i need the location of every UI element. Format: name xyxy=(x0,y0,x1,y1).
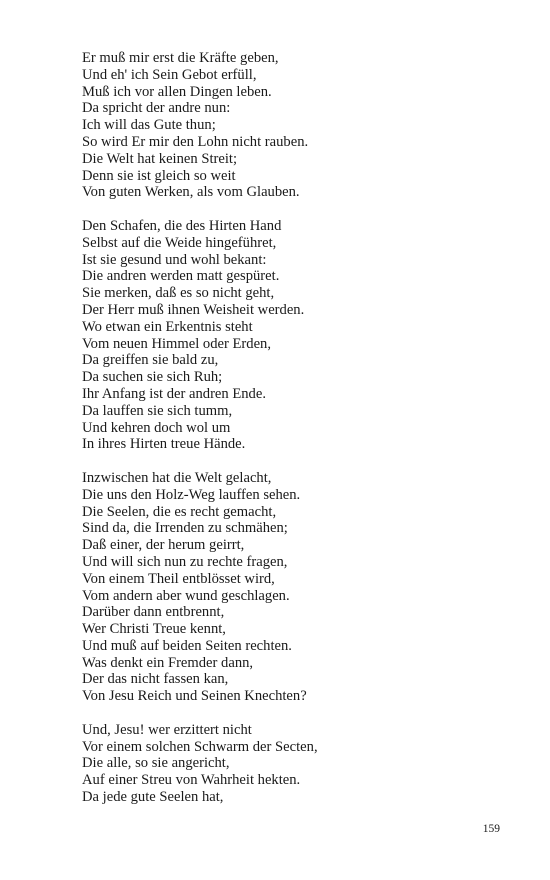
poem-line: Die alle, so sie angericht, xyxy=(82,755,230,772)
stanza-2 xyxy=(82,218,522,453)
poem-line: Der das nicht fassen kan, xyxy=(82,671,229,688)
poem-line: Die andren werden matt gespüret. xyxy=(82,268,280,285)
poem-line: Da spricht der andre nun: xyxy=(82,100,231,117)
poem-line: Wo etwan ein Erkentnis steht xyxy=(82,318,253,335)
poem-line: Und kehren doch wol um xyxy=(82,419,231,436)
poem-line: Von guten Werken, als vom Glauben. xyxy=(82,184,300,201)
stanza-3 xyxy=(82,470,522,705)
poem-line: Von einem Theil entblösset wird, xyxy=(82,570,275,587)
poem-line: Vom andern aber wund geschlagen. xyxy=(82,587,290,604)
poem-line: Die Welt hat keinen Streit; xyxy=(82,150,237,167)
poem-line: Denn sie ist gleich so weit xyxy=(82,167,236,184)
poem-line: Er muß mir erst die Kräfte geben, xyxy=(82,50,279,66)
poem-line: Der Herr muß ihnen Weisheit werden. xyxy=(82,301,305,318)
poem-line: Vor einem solchen Schwarm der Secten, xyxy=(82,738,318,755)
poem-line: Ich will das Gute thun; xyxy=(82,117,216,134)
poem-line: Darüber dann entbrennt, xyxy=(82,604,225,621)
poem-line: Da lauffen sie sich tumm, xyxy=(82,402,233,419)
poem-line: Daß einer, der herum geirrt, xyxy=(82,537,245,554)
stanza-1 xyxy=(82,50,522,201)
poem-line: Was denkt ein Fremder dann, xyxy=(82,654,254,671)
poem-line: Wer Christi Treue kennt, xyxy=(82,621,226,638)
poem-line: Sind da, die Irrenden zu schmähen; xyxy=(82,520,288,537)
poem-line: Inzwischen hat die Welt gelacht, xyxy=(82,469,272,486)
poem-line: So wird Er mir den Lohn nicht rauben. xyxy=(82,133,309,150)
poem-line: Sie merken, daß es so nicht geht, xyxy=(82,285,275,302)
poem-line: Und, Jesu! wer erzittert nicht xyxy=(82,721,252,738)
poem-line: Da jede gute Seelen hat, xyxy=(82,789,224,806)
poem-line: Da suchen sie sich Ruh; xyxy=(82,369,223,386)
poem-line: Und will sich nun zu rechte fragen, xyxy=(82,553,288,570)
poem-line: Die uns den Holz-Weg lauffen sehen. xyxy=(82,486,301,503)
poem-line: Vom neuen Himmel oder Erden, xyxy=(82,335,271,352)
poem-line: Auf einer Streu von Wahrheit hekten. xyxy=(82,772,301,789)
page-number: 159 xyxy=(482,823,500,835)
poem-line: Die Seelen, die es recht gemacht, xyxy=(82,503,277,520)
poem-line: Selbst auf die Weide hingeführet, xyxy=(82,234,277,251)
poem-line: Ihr Anfang ist der andren Ende. xyxy=(82,385,266,402)
poem-line: In ihres Hirten treue Hände. xyxy=(82,436,246,453)
poem-body xyxy=(82,50,522,823)
poem-line: Und eh' ich Sein Gebot erfüll, xyxy=(82,66,257,83)
poem-line: Da greiffen sie bald zu, xyxy=(82,352,219,369)
poem-line: Muß ich vor allen Dingen leben. xyxy=(82,83,272,100)
poem-line: Und muß auf beiden Seiten rechten. xyxy=(82,637,292,654)
poem-line: Von Jesu Reich und Seinen Knechten? xyxy=(82,688,307,705)
poem-line: Ist sie gesund und wohl bekant: xyxy=(82,251,267,268)
stanza-4 xyxy=(82,722,522,806)
poem-line: Den Schafen, die des Hirten Hand xyxy=(82,217,282,234)
